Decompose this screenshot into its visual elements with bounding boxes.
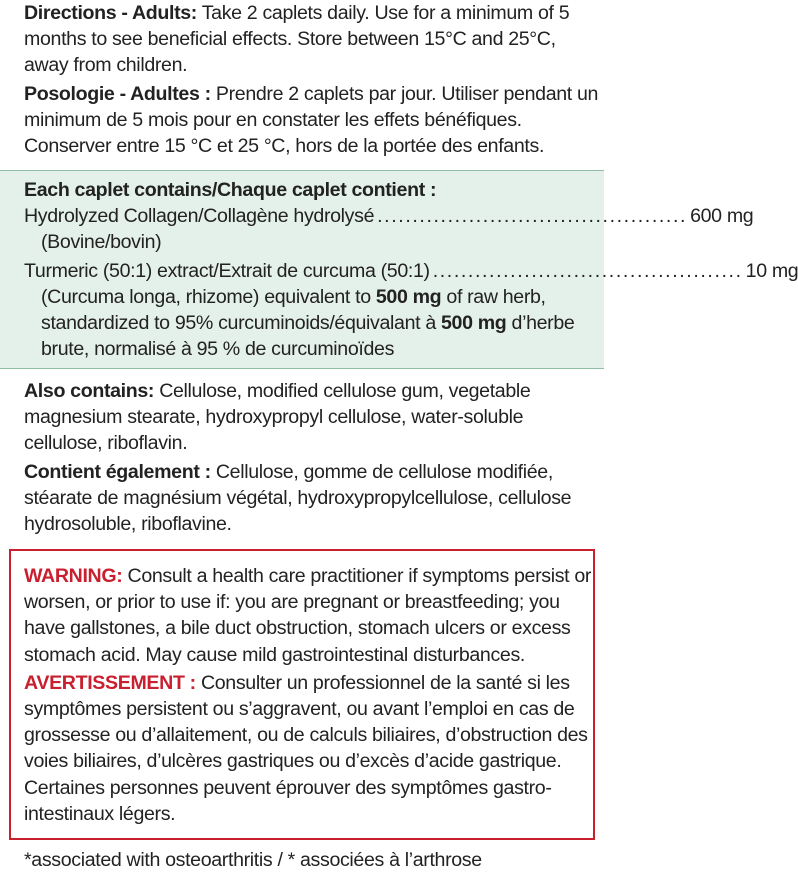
directions-english-text: Take 2 caplets daily. Use for a minimum of 5 months to see beneficial effects. Store between 15°C and 25°C, away from children. [24,2,570,77]
warning-french [11,670,593,827]
leader-dots: ............................................ [377,205,688,228]
footnote [0,847,604,873]
directions-french [0,81,604,160]
leader-dots: ............................................ [432,259,743,282]
footnote-text: *associated with osteoarthritis / * associées à l’arthrose [24,849,482,871]
directions-section [0,0,604,159]
ingredient-name: Hydrolyzed Collagen/Collagène hydrolysé [24,205,375,228]
directions-english-label: Directions - Adults: [24,2,197,24]
directions-english [0,0,604,79]
also-contains-english [0,378,604,457]
non-medicinal-ingredients-section [0,378,604,537]
warning-english-text: Consult a health care practitioner if symptoms persist or worsen, or prior to use if: you are pregnant or breastfeeding; you have gallstones, a bile duct obstruction, stomach ulcers or excess stomach acid. May cause mild gastrointestinal disturbances. [24,565,592,666]
also-contains-english-label: Also contains: [24,380,155,402]
ingredient-detail [0,284,604,363]
ingredient-amount: 600 mg [690,205,754,228]
ingredients-heading [0,177,604,203]
warning-english [11,563,593,668]
directions-french-label: Posologie - Adultes : [24,82,211,105]
ingredient-amount: 10 mg [745,259,798,282]
warning-box [9,549,595,840]
ingredient-detail-text: of raw herb, standardized to 95% curcuminoids/équivalant à [41,285,546,335]
ingredient-detail-text: (Curcuma longa, rhizome) equivalent to [41,285,376,308]
ingredient-row-turmeric [0,258,798,284]
ingredient-detail-bold: 500 mg [375,285,442,308]
warning-french-text: Consulter un professionnel de la santé si les symptômes persistent ou s’aggravent, ou avant l’emploi en cas de grossesse ou d’allaitement, ou de calculs biliaires, d’obstruction des voies biliaires, d’ulcères gastriques ou d’excès d’acide gastrique. Certaines personnes peuvent éprouver des symptômes gastro-intestinaux légers. [24,671,588,825]
ingredient-name: Turmeric (50:1) extract/Extrait de curcuma (50:1) [24,259,430,282]
ingredient-detail-text: d’herbe brute, normalisé à 95 % de curcuminoïdes [41,312,575,361]
also-contains-french [0,459,604,538]
also-contains-french-label: Contient également : [24,460,211,483]
warning-french-label: AVERTISSEMENT : [24,671,196,694]
medicinal-ingredients-section [0,170,798,369]
ingredient-detail-bold: 500 mg [440,312,507,335]
also-contains-french-text: Cellulose, gomme de cellulose modifiée, stéarate de magnésium végétal, hydroxypropylcellulose, cellulose hydrosoluble, riboflavine. [24,460,572,536]
also-contains-english-text: Cellulose, modified cellulose gum, vegetable magnesium stearate, hydroxypropyl cellulose, water-soluble cellulose, riboflavin. [24,380,531,455]
ingredients-heading-text: Each caplet contains/Chaque caplet contient : [24,179,437,201]
warning-english-label: WARNING: [24,565,123,587]
directions-french-text: Prendre 2 caplets par jour. Utiliser pendant un minimum de 5 mois pour en constater les effets bénéfiques. Conserver entre 15 °C et 25 °C, hors de la portée des enfants. [24,82,599,158]
ingredient-row-collagen [0,203,754,229]
ingredient-source: (Bovine/bovin) [41,231,162,254]
